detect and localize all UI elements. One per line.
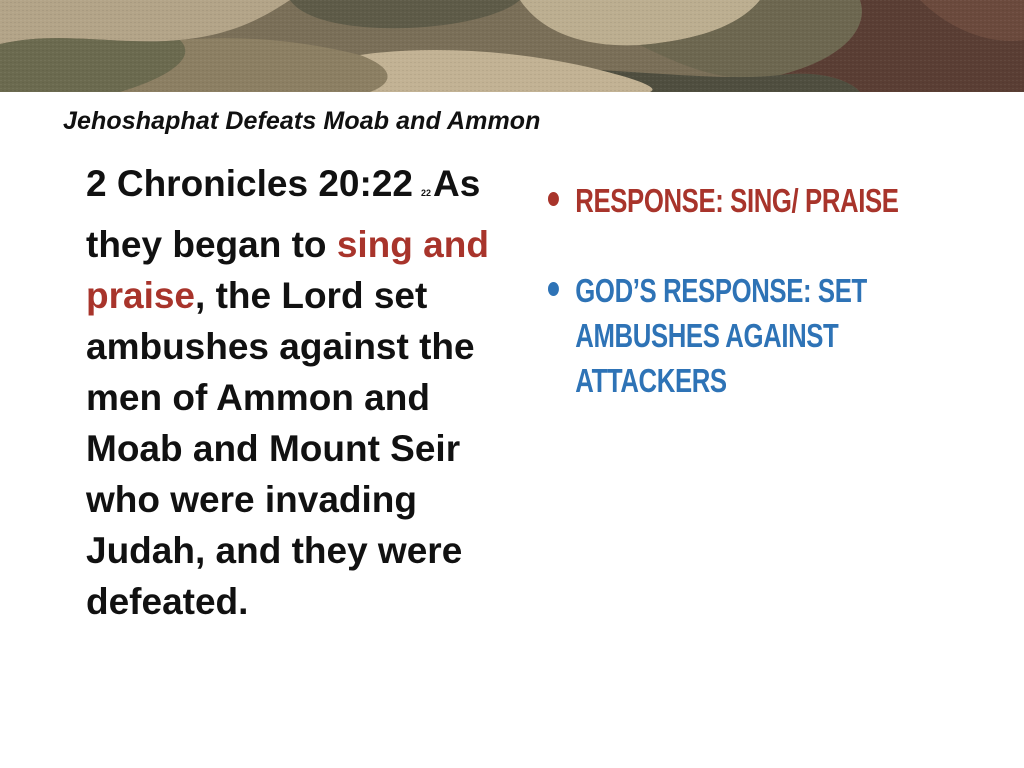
bullet-item-response — [548, 178, 919, 223]
response-bullet-list — [548, 178, 948, 403]
bullet-text: GOD’S RESPONSE: SET AMBUSHES AGAINST ATTACKERS — [575, 272, 867, 399]
bullet-item-gods-response — [548, 268, 919, 403]
verse-text-after: , the Lord set ambushes against the men of Ammon and Moab and Mount Seir who were invading Judah, and they were defeated. — [86, 275, 475, 622]
verse-text-before: As they began to — [86, 163, 481, 265]
bullet-text: RESPONSE: SING/ PRAISE — [575, 182, 899, 219]
bullet-dot-icon — [548, 282, 559, 296]
camouflage-banner — [0, 0, 1024, 92]
verse-highlight: sing and praise — [86, 224, 489, 316]
slide-title: Jehoshaphat Defeats Moab and Ammon — [63, 107, 541, 135]
verse-number: 22 — [420, 188, 431, 198]
scripture-passage — [86, 158, 516, 627]
bullet-dot-icon — [548, 192, 559, 206]
verse-reference: 2 Chronicles 20:22 — [86, 163, 413, 204]
